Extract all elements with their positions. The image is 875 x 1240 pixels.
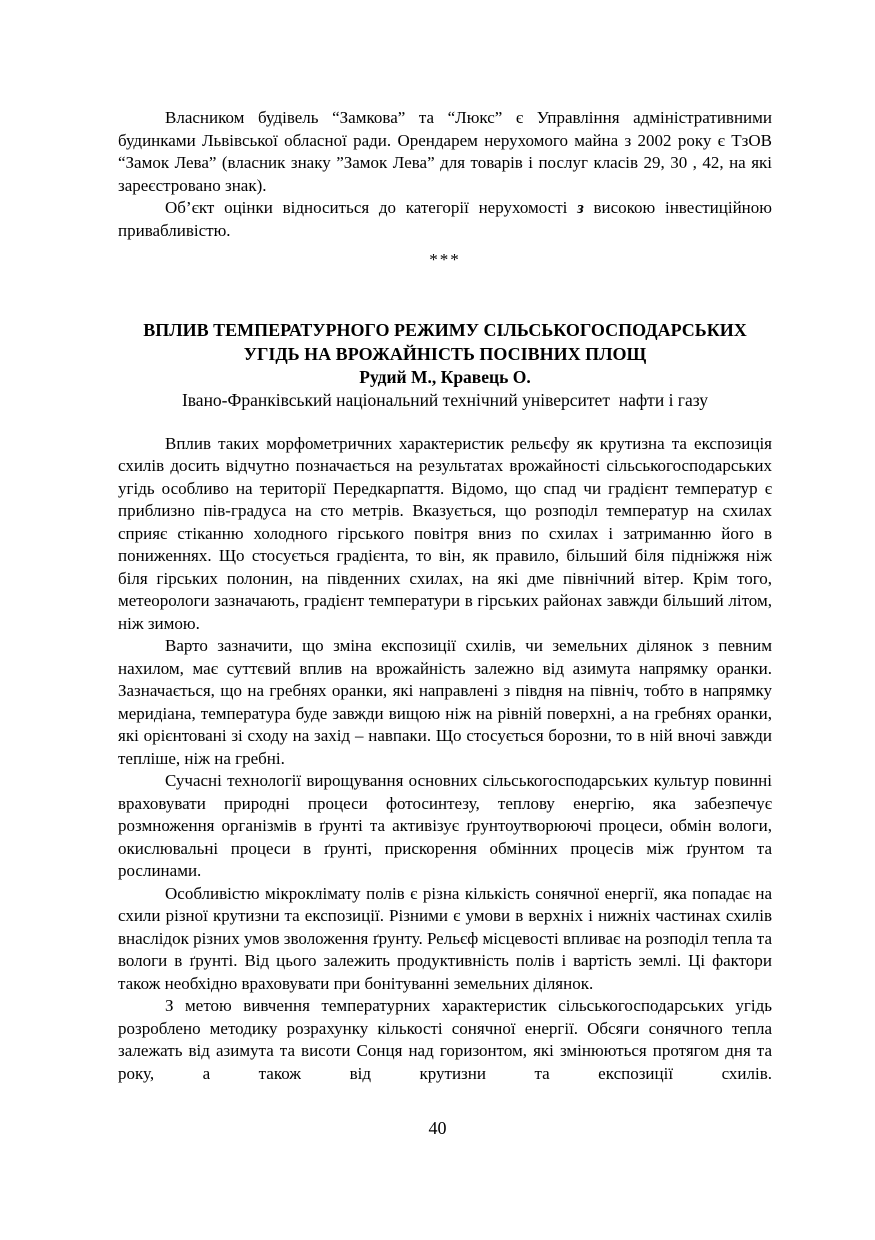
article-paragraph: Сучасні технології вирощування основних сільськогосподарських культур повинні враховувати природні процеси фотосинтезу, теплову енергію, яка забезпечує розмноження організмів в ґрунті та активізує ґрунтоутворюючі процеси, обмін вологи, окислювальні процеси в ґрунті, прискорення обмінних процесів між ґрунтом та рослинами. <box>118 771 772 880</box>
article-title <box>118 318 772 366</box>
page-number: 40 <box>428 1118 447 1138</box>
prev-article-paragraph <box>118 197 772 242</box>
page-content <box>118 107 772 1085</box>
article-title-line: УГІДЬ НА ВРОЖАЙНІСТЬ ПОСІВНИХ ПЛОЩ <box>243 343 647 364</box>
prev-article-paragraph: Власником будівель “Замкова” та “Люкс” є Управління адміністративними будинками Львівської обласної ради. Орендарем нерухомого майна з 2002 року є ТзОВ “Замок Лева” (власник знаку ”Замок Лева” для товарів і послуг класів 29, 30 , 42, на які зареєстровано знак). <box>118 108 772 195</box>
emphasis-letter: з <box>577 198 584 217</box>
section-separator: *** <box>429 250 461 269</box>
article-paragraph: Вплив таких морфометричних характеристик рельєфу як крутизна та експозиція схилів досить відчутно позначається на результатах врожайності сільськогосподарських угідь особливо на території Передкарпаття. Відомо, що спад чи градієнт температур є приблизно пів-градуса на сто метрів. Вказується, що розподіл температур на схилах сприяє стіканню холодного гірського повітря вниз по схилах і затриманню його в пониженнях. Що стосується градієнта, то він, як правило, більший біля підніжжя ніж біля гірських полонин, на південних схилах, на які дме північний вітер. Крім того, метеорологи зазначають, градієнт температури в гірських районах завжди більший літом, ніж зимою. <box>118 433 772 633</box>
article-authors: Рудий М., Кравець О. <box>359 366 531 387</box>
article-paragraph: Особливістю мікроклімату полів є різна кількість сонячної енергії, яка попадає на схили різної крутизни та експозиції. Різними є умови в верхніх і нижніх частинах схилів внаслідок різних умов зволоження ґрунту. Рельєф місцевості впливає на розподіл тепла та вологи в ґрунті. Від цього залежить продуктивність полів і вартість землі. Ці фактори також необхідно враховувати при бонітуванні земельних ділянок. <box>118 883 772 993</box>
article-title-line: ВПЛИВ ТЕМПЕРАТУРНОГО РЕЖИМУ СІЛЬСЬКОГОСПОДАРСЬКИХ <box>143 319 747 340</box>
article-affiliation: Івано-Франківський національний технічний університет нафти і газу <box>181 389 709 410</box>
paragraph-text: Об’єкт оцінки відноситься до категорії нерухомості <box>165 198 578 217</box>
paragraph-text: високою інвестиційною привабливістю. <box>118 198 772 240</box>
article-paragraph: З метою вивчення температурних характеристик сільськогосподарських угідь розроблено методику розрахунку кількості сонячної енергії. Обсяги сонячного тепла залежать від азимута та висоти Сонця над горизонтом, які змінюються протягом дня та року, а також від крутизни та експозиції схилів. <box>118 996 772 1083</box>
article-paragraph: Варто зазначити, що зміна експозиції схилів, чи земельних ділянок з певним нахилом, має суттєвий вплив на врожайність залежно від азимута напрямку оранки. Зазначається, що на гребнях оранки, які направлені з півдня на північ, тобто в напрямку меридіана, температура буде завжди вищою ніж на рівній поверхні, а на гребнях оранки, які орієнтовані зі сходу на захід – навпаки. Що стосується борозни, то в ній вночі завжди тепліше, ніж на гребні. <box>118 636 772 768</box>
